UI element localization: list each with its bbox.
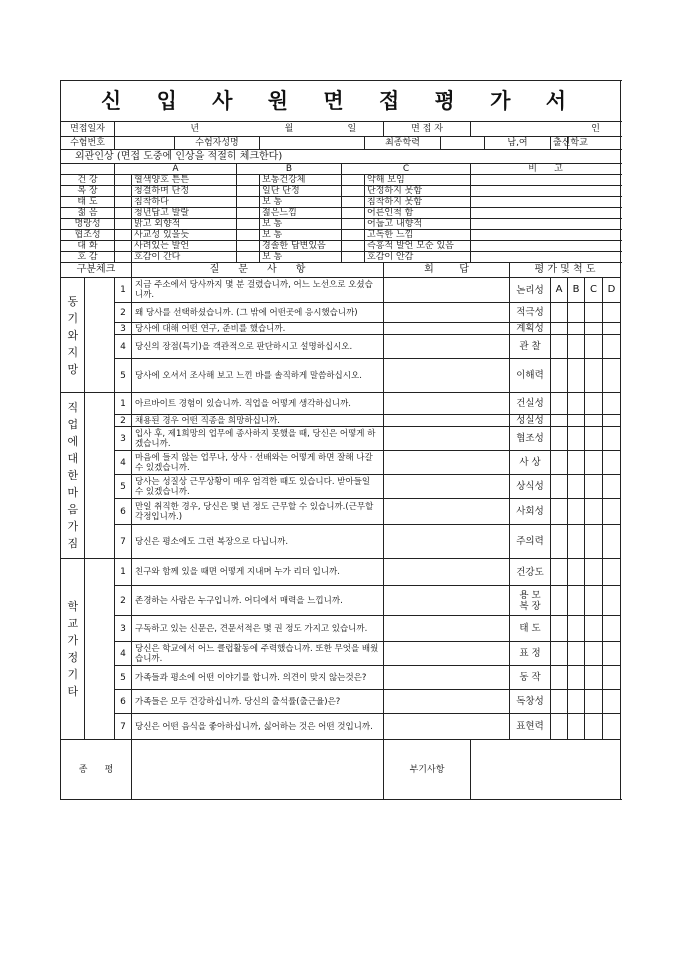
grade-cell-b[interactable]	[568, 666, 585, 690]
appearance-check-a[interactable]	[115, 197, 132, 208]
grade-cell-b[interactable]	[568, 525, 585, 559]
appearance-remarks-field[interactable]	[471, 186, 621, 197]
appearance-check-c[interactable]	[342, 219, 365, 230]
question-text: 당사는 성질상 근무상황이 매우 엄격한 때도 있습니다. 받아들일 수 있겠습니까.	[132, 475, 384, 499]
grade-cell-c[interactable]	[585, 427, 603, 451]
appearance-check-a[interactable]	[115, 219, 132, 230]
question-text: 채용된 경우 어떤 직종을 희망하십니까.	[132, 415, 384, 427]
grade-cell-c[interactable]	[585, 714, 603, 740]
question-number: 7	[115, 525, 132, 559]
evaluation-trait: 적극성	[510, 303, 551, 323]
appearance-option-b: 보 통	[260, 219, 342, 230]
grade-cell-b[interactable]	[568, 303, 585, 323]
grade-cell-c[interactable]	[585, 359, 603, 393]
appearance-check-a[interactable]	[115, 175, 132, 186]
question-number: 5	[115, 359, 132, 393]
question-number: 3	[115, 427, 132, 451]
evaluation-trait: 주의력	[510, 525, 551, 559]
grade-cell-d[interactable]	[603, 303, 621, 323]
grade-cell-d[interactable]	[603, 359, 621, 393]
grade-cell-d[interactable]	[603, 714, 621, 740]
grade-cell-a[interactable]	[551, 335, 568, 359]
interviewer-label: 면 접 자	[384, 122, 471, 137]
grade-cell-d[interactable]	[603, 690, 621, 714]
question-category	[61, 278, 85, 393]
question-number: 6	[115, 499, 132, 525]
grade-cell-a[interactable]	[551, 323, 568, 335]
appearance-option-b: 보 통	[260, 197, 342, 208]
appearance-row	[61, 241, 621, 252]
grade-cell-b[interactable]	[568, 714, 585, 740]
grade-cell-d[interactable]	[603, 559, 621, 586]
grade-cell-a[interactable]	[551, 451, 568, 475]
grade-cell-a[interactable]	[551, 616, 568, 642]
appearance-remarks-field[interactable]	[471, 230, 621, 241]
question-text: 존경하는 사람은 누구입니까. 어디에서 매력을 느낍니까.	[132, 586, 384, 616]
question-row	[61, 303, 621, 323]
appearance-label: 협조성	[61, 230, 115, 241]
question-row	[61, 666, 621, 690]
appearance-row	[61, 252, 621, 263]
question-row	[61, 323, 621, 335]
grade-cell-b[interactable]	[568, 323, 585, 335]
grade-cell-c[interactable]	[585, 475, 603, 499]
question-header: 질 문 사 항	[132, 263, 384, 278]
appearance-label: 명랑성	[61, 219, 115, 230]
evaluation-trait: 관 찰	[510, 335, 551, 359]
answer-field[interactable]	[384, 559, 510, 586]
day-field[interactable]	[342, 122, 384, 137]
appearance-check-a[interactable]	[115, 230, 132, 241]
appearance-option-a: 침착하다	[132, 197, 237, 208]
grade-cell-c[interactable]	[585, 303, 603, 323]
grade-cell-a[interactable]	[551, 559, 568, 586]
question-category-label: 동기와지망	[67, 294, 79, 376]
evaluation-trait: 논리성	[510, 278, 551, 303]
grade-cell-d[interactable]	[603, 499, 621, 525]
seal-label: 인	[591, 124, 600, 134]
question-row	[61, 415, 621, 427]
appearance-option-a: 혈색양호 튼튼	[132, 175, 237, 186]
year-label: 년	[190, 124, 200, 134]
question-row	[61, 714, 621, 740]
grade-cell-d[interactable]	[603, 323, 621, 335]
question-number: 2	[115, 415, 132, 427]
question-number: 1	[115, 278, 132, 303]
exam-no-field[interactable]	[115, 137, 175, 150]
grade-cell-a[interactable]	[551, 475, 568, 499]
appearance-remarks-field[interactable]	[471, 241, 621, 252]
appearance-label: 건 강	[61, 175, 115, 186]
evaluation-trait: 이해력	[510, 359, 551, 393]
answer-field[interactable]	[384, 451, 510, 475]
footer-row	[61, 740, 621, 800]
evaluation-trait: 동 작	[510, 666, 551, 690]
question-text: 당신의 장점(특기)을 객관적으로 판단하시고 설명하십시오.	[132, 335, 384, 359]
answer-field[interactable]	[384, 323, 510, 335]
remarks-label: 부기사항	[384, 740, 471, 800]
answer-field[interactable]	[384, 525, 510, 559]
grade-cell-a[interactable]	[551, 415, 568, 427]
interview-evaluation-form	[60, 80, 620, 800]
grade-cell-a[interactable]	[551, 499, 568, 525]
evaluation-trait: 독창성	[510, 690, 551, 714]
answer-field[interactable]	[384, 666, 510, 690]
grade-cell-d[interactable]	[603, 415, 621, 427]
appearance-check-c[interactable]	[342, 241, 365, 252]
evaluation-trait: 건실성	[510, 393, 551, 415]
appearance-check-b[interactable]	[237, 208, 260, 219]
appearance-option-b: 일단 단정	[260, 186, 342, 197]
appearance-row	[61, 175, 621, 186]
grade-cell-b[interactable]	[568, 451, 585, 475]
appearance-check-a[interactable]	[115, 241, 132, 252]
summary-field[interactable]	[132, 740, 384, 800]
question-row	[61, 499, 621, 525]
question-text: 친구와 함께 있을 때면 어떻게 지내며 누가 리더 입니까.	[132, 559, 384, 586]
answer-field[interactable]	[384, 586, 510, 616]
grade-cell-d[interactable]	[603, 586, 621, 616]
appearance-option-c: 약해 보임	[365, 175, 471, 186]
grade-cell-a[interactable]: A	[551, 278, 568, 303]
grade-cell-b[interactable]	[568, 642, 585, 666]
answer-field[interactable]	[384, 359, 510, 393]
remarks-field[interactable]	[471, 740, 621, 800]
grade-cell-c[interactable]	[585, 690, 603, 714]
appearance-option-c: 단정하지 못함	[365, 186, 471, 197]
appearance-check-a[interactable]	[115, 252, 132, 263]
answer-field[interactable]	[384, 690, 510, 714]
answer-field[interactable]	[384, 335, 510, 359]
grade-cell-b[interactable]	[568, 690, 585, 714]
grade-cell-a[interactable]	[551, 690, 568, 714]
question-number: 4	[115, 451, 132, 475]
answer-field[interactable]	[384, 393, 510, 415]
appearance-remarks-field[interactable]	[471, 197, 621, 208]
appearance-option-b: 경솔한 답변있음	[260, 241, 342, 252]
grade-cell-d[interactable]: D	[603, 278, 621, 303]
answer-field[interactable]	[384, 427, 510, 451]
appearance-option-a: 밝고 외향적	[132, 219, 237, 230]
grade-cell-c[interactable]	[585, 335, 603, 359]
grade-cell-c[interactable]	[585, 499, 603, 525]
appearance-option-a: 청년답고 발랄	[132, 208, 237, 219]
appearance-row	[61, 186, 621, 197]
question-row	[61, 278, 621, 303]
grade-cell-b[interactable]	[568, 359, 585, 393]
question-row	[61, 559, 621, 586]
appearance-section-title: 외관인상 (면접 도중에 인상을 적절히 체크한다)	[61, 150, 621, 164]
question-number: 4	[115, 335, 132, 359]
appearance-option-b: 보 통	[260, 252, 342, 263]
grade-cell-d[interactable]	[603, 451, 621, 475]
question-row	[61, 393, 621, 415]
grade-cell-d[interactable]	[603, 393, 621, 415]
question-number: 2	[115, 303, 132, 323]
interview-date-label: 면접일자	[61, 122, 115, 137]
question-text: 당신은 어떤 음식을 좋아하십니까, 싫어하는 것은 어떤 것입니까.	[132, 714, 384, 740]
evaluation-trait: 사 상	[510, 451, 551, 475]
grade-cell-a[interactable]	[551, 359, 568, 393]
grade-cell-c[interactable]: C	[585, 278, 603, 303]
evaluation-trait: 표 정	[510, 642, 551, 666]
question-text: 지금 주소에서 당사까지 몇 분 걸렸습니까, 어느 노선으로 오셨습니까.	[132, 278, 384, 303]
grade-cell-d[interactable]	[603, 427, 621, 451]
question-number: 3	[115, 616, 132, 642]
grade-cell-d[interactable]	[603, 642, 621, 666]
grade-cell-b[interactable]	[568, 559, 585, 586]
appearance-option-c: 호감이 안감	[365, 252, 471, 263]
appearance-option-b: 보 통	[260, 230, 342, 241]
exam-no-label: 수험번호	[61, 137, 115, 150]
appearance-check-b[interactable]	[237, 230, 260, 241]
question-row	[61, 642, 621, 666]
appearance-option-c: 고독한 느낌	[365, 230, 471, 241]
month-label: 월	[284, 124, 294, 134]
grade-cell-a[interactable]	[551, 427, 568, 451]
question-row	[61, 475, 621, 499]
evaluation-trait: 건강도	[510, 559, 551, 586]
grade-cell-b[interactable]	[568, 415, 585, 427]
grade-cell-d[interactable]	[603, 616, 621, 642]
appearance-row	[61, 197, 621, 208]
form-table	[60, 80, 621, 800]
day-label: 일	[347, 124, 357, 134]
grade-cell-b[interactable]	[568, 616, 585, 642]
question-text: 구독하고 있는 신문은, 견문서적은 몇 권 정도 가지고 있습니까.	[132, 616, 384, 642]
grade-cell-b[interactable]: B	[568, 278, 585, 303]
grade-cell-b[interactable]	[568, 499, 585, 525]
question-number: 2	[115, 586, 132, 616]
question-number: 1	[115, 393, 132, 415]
question-text: 아르바이트 경험이 있습니까. 직업을 어떻게 생각하십니까.	[132, 393, 384, 415]
grade-cell-c[interactable]	[585, 666, 603, 690]
answer-field[interactable]	[384, 714, 510, 740]
grade-cell-c[interactable]	[585, 415, 603, 427]
appearance-option-b: 젊은느낌	[260, 208, 342, 219]
appearance-check-b[interactable]	[237, 186, 260, 197]
answer-field[interactable]	[384, 475, 510, 499]
grade-cell-a[interactable]	[551, 642, 568, 666]
question-text: 가족들과 평소에 어떤 이야기를 합니까. 의견이 맞지 않는것은?	[132, 666, 384, 690]
answer-field[interactable]	[384, 415, 510, 427]
month-field[interactable]	[237, 122, 342, 137]
appearance-check-c[interactable]	[342, 186, 365, 197]
evaluation-trait: 표현력	[510, 714, 551, 740]
gender-field[interactable]: 남,여	[485, 137, 551, 150]
grade-cell-a[interactable]	[551, 303, 568, 323]
evaluation-trait: 태 도	[510, 616, 551, 642]
evaluation-trait: 상식성	[510, 475, 551, 499]
appearance-label: 대 화	[61, 241, 115, 252]
appearance-option-c: 어른인척 함	[365, 208, 471, 219]
appearance-check-b[interactable]	[237, 252, 260, 263]
grade-cell-c[interactable]	[585, 525, 603, 559]
evaluation-trait: 계획성	[510, 323, 551, 335]
question-text: 당사에 오셔서 조사해 보고 느낀 바를 솔직하게 말씀하십시오.	[132, 359, 384, 393]
answer-field[interactable]	[384, 616, 510, 642]
appearance-check-b[interactable]	[237, 219, 260, 230]
grade-cell-a[interactable]	[551, 586, 568, 616]
evaluation-trait: 성실성	[510, 415, 551, 427]
answer-field[interactable]	[384, 642, 510, 666]
question-category	[61, 393, 85, 559]
summary-label: 종 평	[61, 740, 132, 800]
appearance-check-a[interactable]	[115, 186, 132, 197]
appearance-option-a: 청결하며 단정	[132, 186, 237, 197]
candidate-name-label: 수험자성명	[175, 137, 260, 150]
appearance-row	[61, 230, 621, 241]
question-row	[61, 335, 621, 359]
question-number: 1	[115, 559, 132, 586]
appearance-option-c: 즉흥적 발언 모순 있음	[365, 241, 471, 252]
question-category	[61, 559, 85, 740]
category-check-field[interactable]	[85, 278, 115, 393]
page-title: 신 입 사 원 면 접 평 가 서	[61, 81, 621, 122]
appearance-label: 젊 음	[61, 208, 115, 219]
appearance-check-b[interactable]	[237, 175, 260, 186]
evaluation-trait: 협조성	[510, 427, 551, 451]
question-row	[61, 690, 621, 714]
appearance-label: 호 감	[61, 252, 115, 263]
grade-cell-d[interactable]	[603, 335, 621, 359]
answer-header: 회 답	[384, 263, 510, 278]
year-field[interactable]	[115, 122, 237, 137]
appearance-col-b: B	[237, 164, 342, 175]
question-number: 4	[115, 642, 132, 666]
interviewer-field[interactable]	[471, 122, 621, 137]
evaluation-trait: 사회성	[510, 499, 551, 525]
grade-cell-c[interactable]	[585, 616, 603, 642]
appearance-check-c[interactable]	[342, 252, 365, 263]
grade-cell-b[interactable]	[568, 393, 585, 415]
appearance-option-b: 보통건강체	[260, 175, 342, 186]
question-row	[61, 586, 621, 616]
question-text: 당사에 대해 어떤 연구, 준비를 했습니까.	[132, 323, 384, 335]
appearance-check-c[interactable]	[342, 197, 365, 208]
question-number: 7	[115, 714, 132, 740]
grade-cell-a[interactable]	[551, 525, 568, 559]
appearance-check-b[interactable]	[237, 241, 260, 252]
category-check-header: 구분체크	[61, 263, 132, 278]
grade-cell-d[interactable]	[603, 475, 621, 499]
appearance-option-a: 사려있는 발언	[132, 241, 237, 252]
question-row	[61, 616, 621, 642]
grade-cell-c[interactable]	[585, 451, 603, 475]
grade-cell-c[interactable]	[585, 586, 603, 616]
appearance-option-c: 어둡고 내향적	[365, 219, 471, 230]
grade-cell-a[interactable]	[551, 714, 568, 740]
grade-cell-c[interactable]	[585, 393, 603, 415]
question-row	[61, 427, 621, 451]
appearance-check-c[interactable]	[342, 208, 365, 219]
question-text: 당신은 평소에도 그런 복장으로 다닙니까.	[132, 525, 384, 559]
appearance-remarks-field[interactable]	[471, 219, 621, 230]
question-text: 입사 후, 제1희망의 업무에 종사하지 못했을 때, 당신은 어떻게 하겠습니까.	[132, 427, 384, 451]
appearance-option-c: 침착하지 못함	[365, 197, 471, 208]
appearance-col-c: C	[342, 164, 471, 175]
education-field[interactable]	[441, 137, 485, 150]
question-category-label: 학교가정기타	[67, 600, 79, 698]
grade-cell-d[interactable]	[603, 525, 621, 559]
appearance-label: 태 도	[61, 197, 115, 208]
appearance-col-a: A	[115, 164, 237, 175]
evaluation-trait: 용 모 복 장	[510, 586, 551, 616]
question-row	[61, 451, 621, 475]
question-number: 6	[115, 690, 132, 714]
grade-cell-c[interactable]	[585, 559, 603, 586]
appearance-remarks-field[interactable]	[471, 252, 621, 263]
question-text: 만일 취직한 경우, 당신은 몇 년 정도 근무할 수 있습니까.(근무할 각정입니까.)	[132, 499, 384, 525]
grade-cell-b[interactable]	[568, 427, 585, 451]
appearance-check-c[interactable]	[342, 230, 365, 241]
appearance-option-a: 호감이 간다	[132, 252, 237, 263]
question-text: 당신은 학교에서 어느 클럽활동에 주력했습니까. 또한 무엇을 배웠습니까.	[132, 642, 384, 666]
appearance-option-a: 사교성 있을듯	[132, 230, 237, 241]
questions-header	[61, 263, 621, 278]
question-text: 왜 당사를 선택하셨습니까. (그 밖에 어떤곳에 응시했습니까)	[132, 303, 384, 323]
appearance-check-c[interactable]	[342, 175, 365, 186]
grade-cell-a[interactable]	[551, 666, 568, 690]
question-text: 마음에 들지 않는 업무나, 상사 · 선배와는 어떻게 하면 잘해 나갈 수 있겠습니까.	[132, 451, 384, 475]
question-category-label: 직업에대한마음가짐	[67, 401, 79, 550]
question-row	[61, 525, 621, 559]
education-label: 최종학력	[365, 137, 441, 150]
appearance-column-header	[61, 164, 621, 175]
appearance-check-a[interactable]	[115, 208, 132, 219]
grade-cell-c[interactable]	[585, 323, 603, 335]
grade-cell-c[interactable]	[585, 642, 603, 666]
school-label: 출신학교	[551, 137, 568, 150]
candidate-name-field[interactable]	[260, 137, 365, 150]
category-check-field[interactable]	[85, 559, 115, 740]
grade-cell-b[interactable]	[568, 335, 585, 359]
answer-field[interactable]	[384, 303, 510, 323]
appearance-label: 복 장	[61, 186, 115, 197]
grade-cell-b[interactable]	[568, 586, 585, 616]
question-number: 5	[115, 666, 132, 690]
question-text: 가족들은 모두 건강하십니까. 당신의 출석률(출근율)은?	[132, 690, 384, 714]
question-row	[61, 359, 621, 393]
appearance-row	[61, 219, 621, 230]
appearance-remarks-field[interactable]	[471, 175, 621, 186]
answer-field[interactable]	[384, 499, 510, 525]
answer-field[interactable]	[384, 278, 510, 303]
grade-cell-d[interactable]	[603, 666, 621, 690]
appearance-row	[61, 208, 621, 219]
category-check-field[interactable]	[85, 393, 115, 559]
appearance-remarks-field[interactable]	[471, 208, 621, 219]
question-number: 3	[115, 323, 132, 335]
grade-cell-b[interactable]	[568, 475, 585, 499]
rating-scale-header: 평 가 및 척 도	[510, 263, 621, 278]
question-number: 5	[115, 475, 132, 499]
grade-cell-a[interactable]	[551, 393, 568, 415]
appearance-col-remarks: 비 고	[471, 164, 621, 175]
appearance-check-b[interactable]	[237, 197, 260, 208]
